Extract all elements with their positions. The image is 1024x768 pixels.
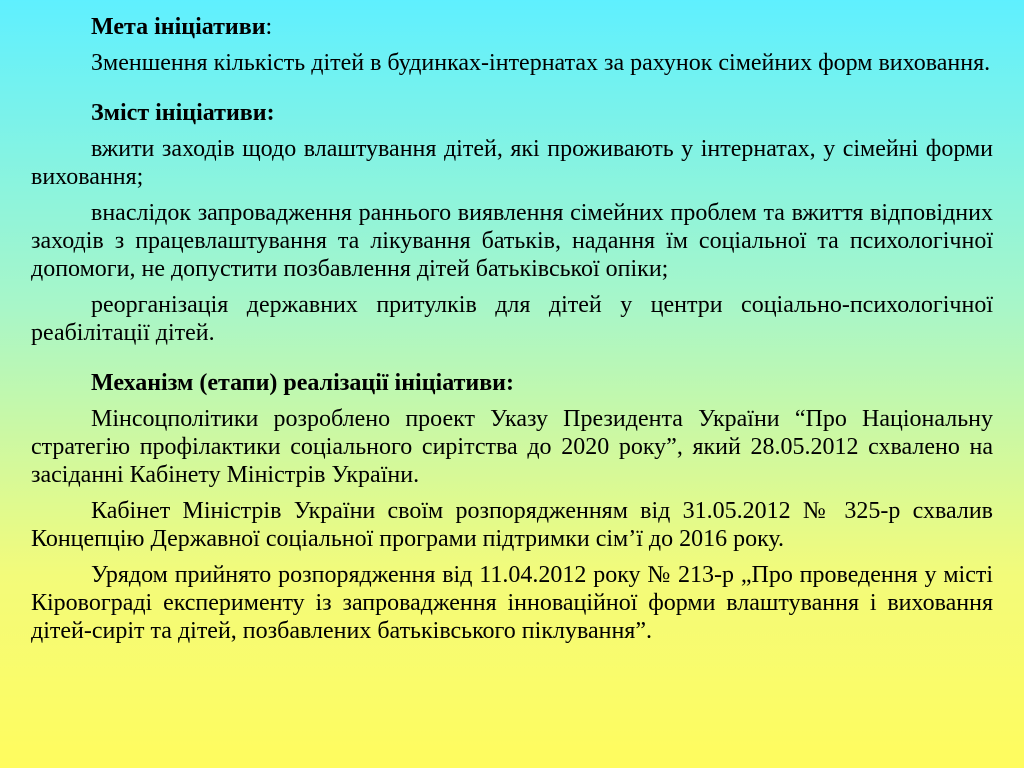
content-item: реорганізація державних притулків для дітей у центри соціально-психологічної реабілітації дітей. (31, 292, 993, 346)
content-item: вжити заходів щодо влаштування дітей, які проживають у інтернатах, у сімейні форми виховання; (31, 136, 993, 190)
slide-body (31, 13, 993, 645)
goal-heading-colon: : (265, 14, 273, 40)
mechanism-item: Урядом прийнято розпорядження від 11.04.2012 року № 213-р „Про проведення у місті Кіровограді експерименту із запровадження інноваційної форми влаштування і виховання дітей-сиріт та дітей, позбавлених батьківського піклування”. (31, 562, 993, 644)
content-item: внаслідок запровадження раннього виявлення сімейних проблем та вжиття відповідних заходів з працевлаштування та лікування батьків, надання їм соціальної та психологічної допомоги, не допустити позбавлення дітей батьківської опіки; (31, 200, 993, 282)
goal-text: Зменшення кількість дітей в будинках-інтернатах за рахунок сімейних форм виховання. (91, 50, 991, 76)
goal-heading: Мета ініціативи (91, 14, 266, 40)
content-heading: Зміст ініціативи: (91, 100, 275, 126)
mechanism-item: Кабінет Міністрів України своїм розпорядженням від 31.05.2012 № 325-р схвалив Концепцію Державної соціальної програми підтримки сім’ї до 2016 року. (31, 498, 993, 552)
mechanism-heading: Механізм (етапи) реалізації ініціативи: (91, 370, 514, 396)
goal-heading-line (31, 13, 993, 41)
mechanism-item: Мінсоцполітики розроблено проект Указу Президента України “Про Національну стратегію профілактики соціального сирітства до 2020 року”, який 28.05.2012 схвалено на засіданні Кабінету Міністрів України. (31, 406, 993, 488)
